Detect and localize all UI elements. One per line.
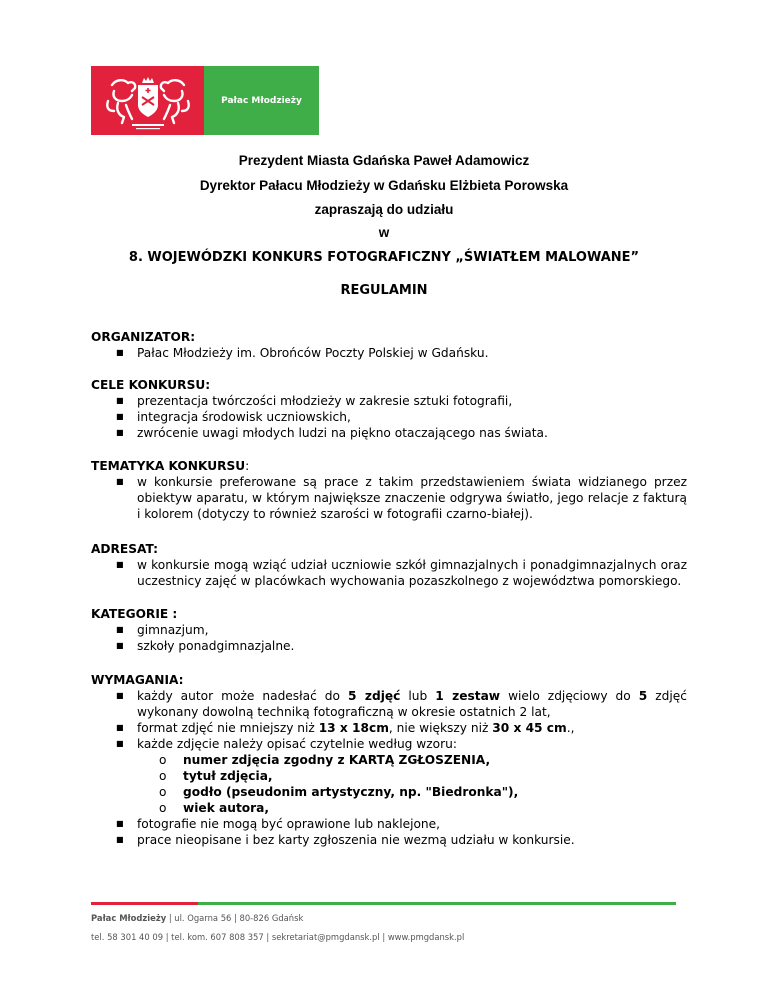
list-item: ■ każdy autor może nadesłać do 5 zdjęć lub 1 zestaw wielo zdjęciowy do 5 zdjęć wykonany dowolną techniką fotograficzną w okresie ostatnich 2 lat, <box>116 689 687 719</box>
sub-list-item: o godło (pseudonim artystyczny, np. "Biedronka"), <box>159 785 519 799</box>
sub-list-item: o numer zdjęcia zgodny z KARTĄ ZGŁOSZENIA, <box>159 753 491 767</box>
bullet-icon: ■ <box>116 819 124 828</box>
bullet-icon: ■ <box>116 739 124 748</box>
bullet-icon: ■ <box>116 396 124 405</box>
list-item: ■ fotografie nie mogą być oprawione lub naklejone, <box>116 817 441 831</box>
list-item: ■ prace nieopisane i bez karty zgłoszenia nie wezmą udziału w konkursie. <box>116 833 575 847</box>
bullet-icon: ■ <box>116 428 124 437</box>
bullet-icon: ■ <box>116 641 124 650</box>
bullet-icon: ■ <box>116 348 124 357</box>
bullet-icon: ■ <box>116 625 124 634</box>
bullet-icon: ■ <box>116 691 124 700</box>
bullet-icon: ■ <box>116 835 124 844</box>
list-item: ■ w konkursie mogą wziąć udział uczniowie szkół gimnazjalnych i ponadgimnazjalnych oraz uczestnicy zajęć w placówkach wychowania pozaszkolnego z województwa pomorskiego. <box>116 558 687 588</box>
circle-bullet-icon: o <box>159 801 167 815</box>
circle-bullet-icon: o <box>159 785 167 799</box>
section-heading: TEMATYKA KONKURSU: <box>91 459 250 473</box>
sub-list-item: o wiek autora, <box>159 801 270 815</box>
section-kategorie <box>91 606 687 654</box>
footer-address: Pałac Młodzieży | ul. Ogarna 56 | 80-826 Gdańsk <box>91 913 304 923</box>
header-line-2: Dyrektor Pałacu Młodzieży w Gdańsku Elżbieta Porowska <box>199 178 569 193</box>
section-heading: ADRESAT: <box>91 542 159 556</box>
logo-text: Pałac Młodzieży <box>221 95 302 106</box>
palac-mlodziezy-logo <box>91 66 319 135</box>
sub-list-item: o tytuł zdjęcia, <box>159 769 273 783</box>
section-heading: WYMAGANIA: <box>91 673 184 687</box>
circle-bullet-icon: o <box>159 753 167 767</box>
bullet-icon: ■ <box>116 560 124 569</box>
footer-contact: tel. 58 301 40 09 | tel. kom. 607 808 357 | sekretariat@pmgdansk.pl | www.pmgdansk.pl <box>91 932 465 942</box>
list-item: ■ każde zdjęcie należy opisać czytelnie według wzoru: <box>116 737 457 751</box>
section-heading: CELE KONKURSU: <box>91 378 211 392</box>
header-line-3: zapraszają do udziału <box>314 202 454 217</box>
list-item: ■ Pałac Młodzieży im. Obrońców Poczty Polskiej w Gdańsku. <box>116 346 489 360</box>
header-line-1: Prezydent Miasta Gdańska Paweł Adamowicz <box>238 153 530 168</box>
header-line-4: w <box>378 225 390 240</box>
bullet-icon: ■ <box>116 723 124 732</box>
document-subtitle: REGULAMIN <box>340 283 428 298</box>
section-heading: ORGANIZATOR: <box>91 330 196 344</box>
logo-name-panel <box>204 66 319 135</box>
bullet-icon: ■ <box>116 412 124 421</box>
section-wymagania <box>91 672 687 848</box>
logo-crest-panel <box>91 66 204 135</box>
section-cele <box>91 377 687 441</box>
footer-divider-green <box>198 902 676 905</box>
section-organizator <box>91 329 687 361</box>
list-item: ■ zwrócenie uwagi młodych ludzi na piękno otaczającego nas świata. <box>116 426 548 440</box>
section-tematyka <box>91 458 687 522</box>
section-heading: KATEGORIE : <box>91 607 178 621</box>
list-item: ■ format zdjęć nie mniejszy niż 13 x 18cm, nie większy niż 30 x 45 cm., <box>116 721 575 735</box>
gdansk-crest-icon <box>102 71 194 131</box>
bullet-icon: ■ <box>116 477 124 486</box>
list-item: ■ w konkursie preferowane są prace z takim przedstawieniem świata widzianego przez obiektyw aparatu, w którym największe znaczenie odgrywa światło, jego relacje z fakturą i kolorem (dotyczy to również szarości w fotografii czarno-białej). <box>116 475 687 521</box>
list-item: ■ szkoły ponadgimnazjalne. <box>116 639 295 653</box>
footer-divider-red <box>91 902 198 905</box>
list-item: ■ integracja środowisk uczniowskich, <box>116 410 351 424</box>
section-adresat <box>91 541 687 589</box>
list-item: ■ prezentacja twórczości młodzieży w zakresie sztuki fotografii, <box>116 394 513 408</box>
list-item: ■ gimnazjum, <box>116 623 209 637</box>
document-title: 8. WOJEWÓDZKI KONKURS FOTOGRAFICZNY „ŚWIATŁEM MALOWANE” <box>128 250 640 265</box>
circle-bullet-icon: o <box>159 769 167 783</box>
